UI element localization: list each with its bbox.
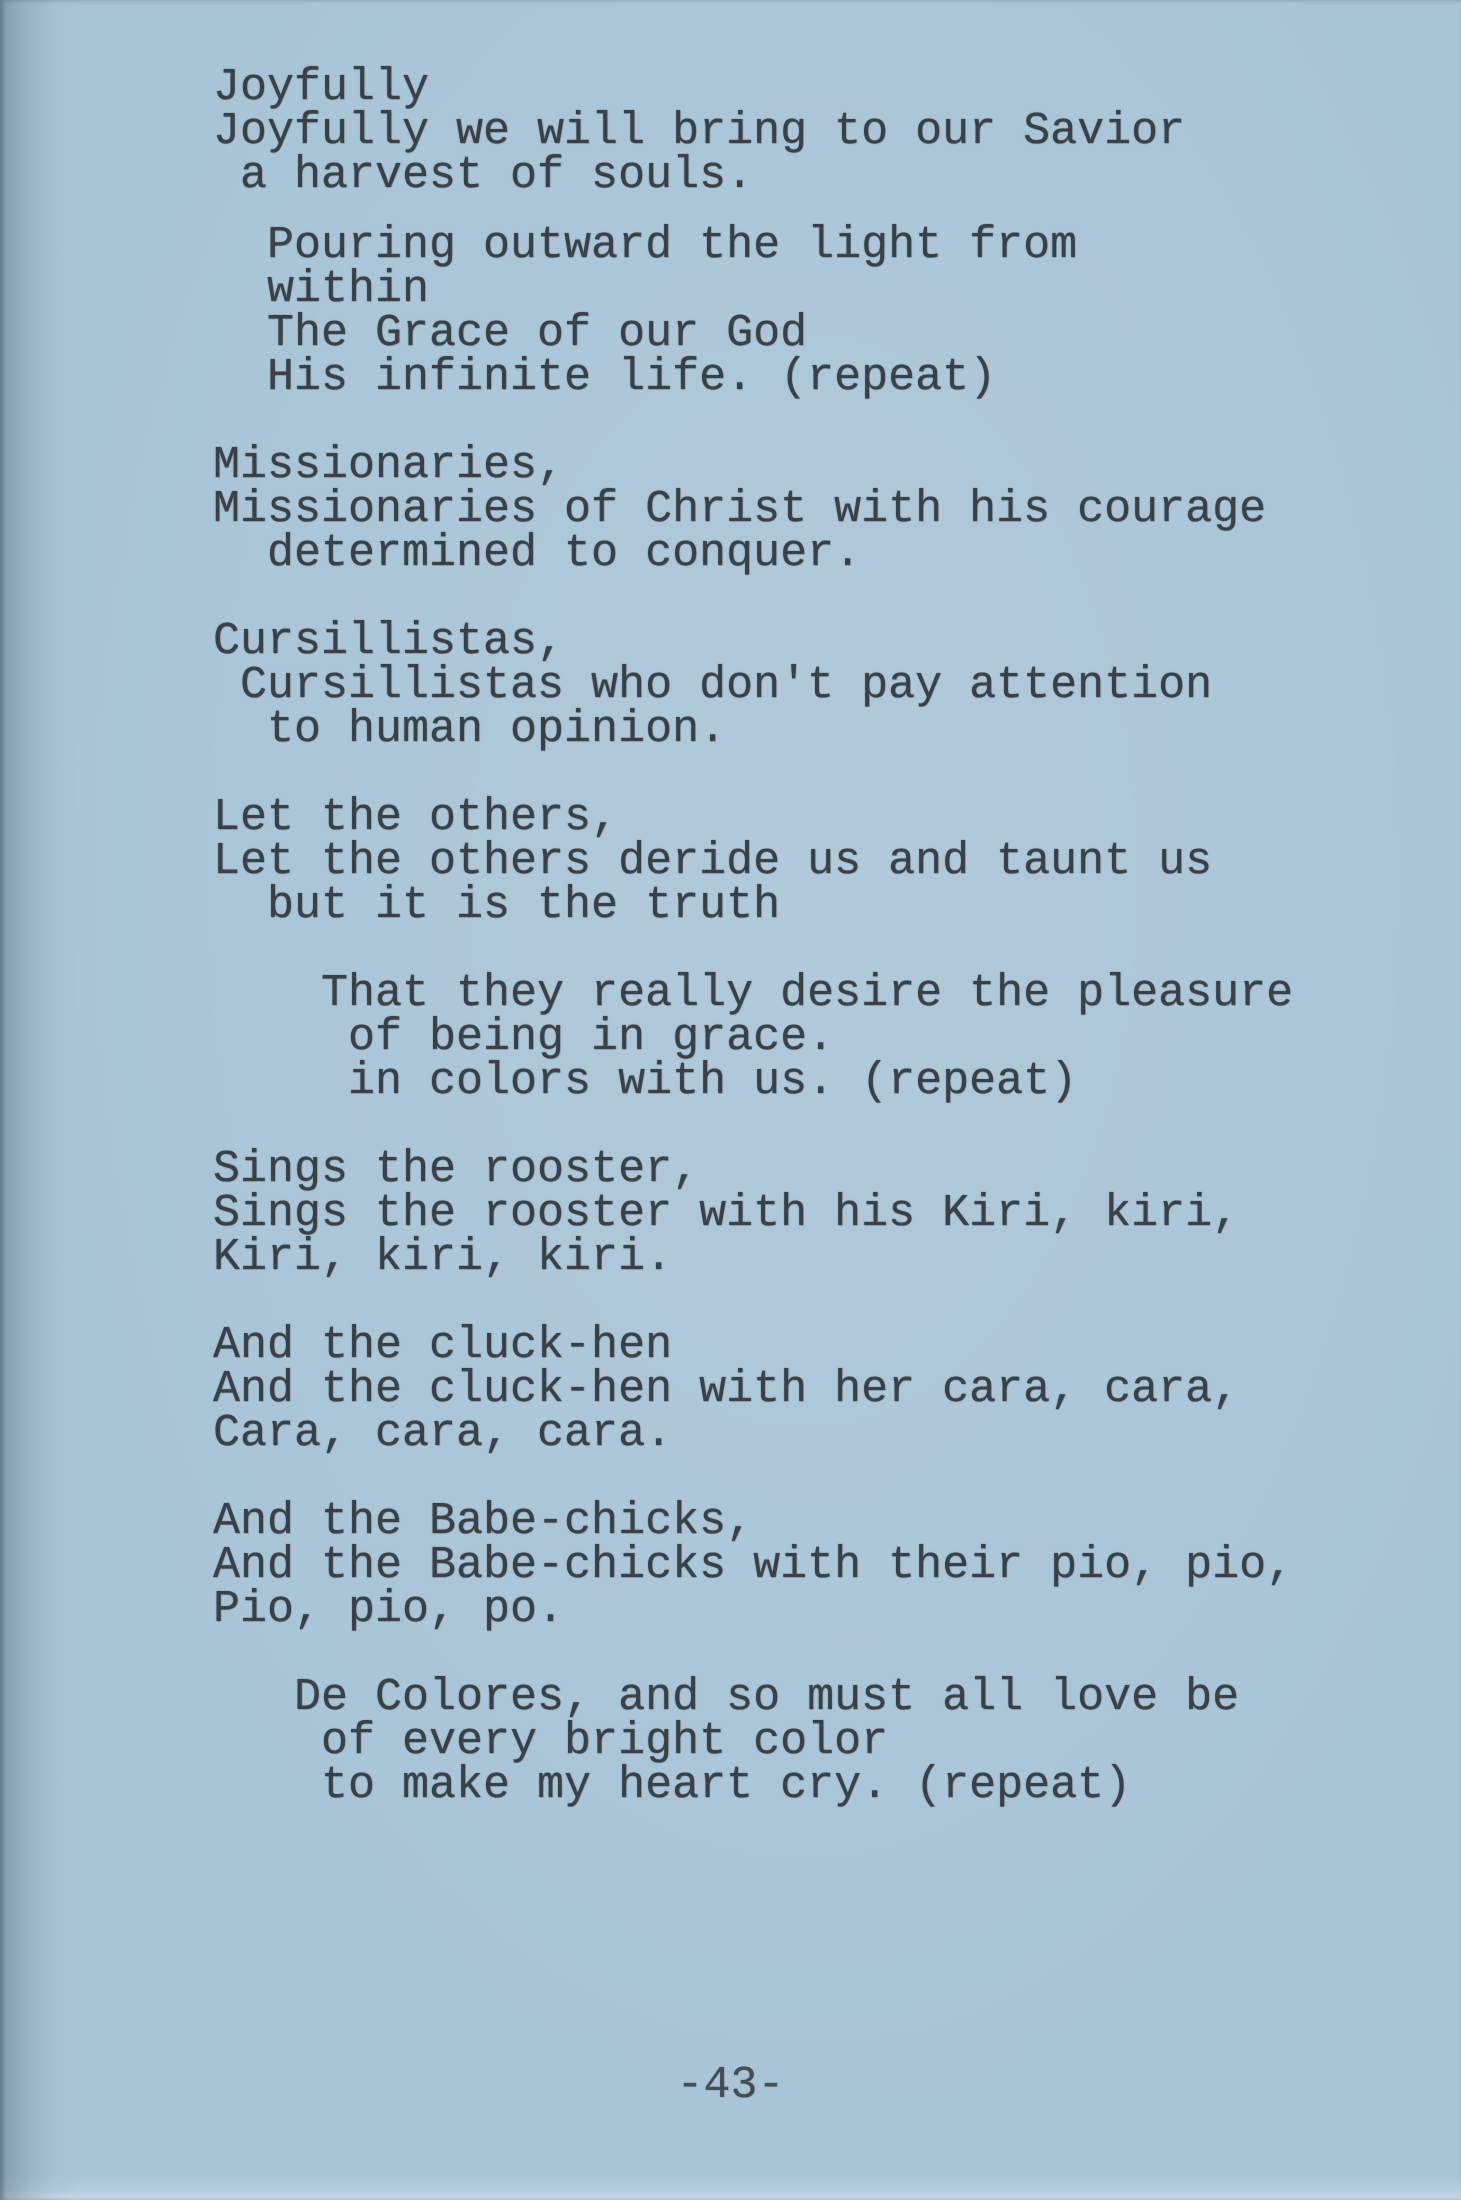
lyric-line: That they really desire the pleasure	[213, 968, 1294, 1019]
lyric-line: Kiri, kiri, kiri.	[213, 1232, 673, 1283]
lyric-line: to make my heart cry. (repeat)	[213, 1760, 1132, 1811]
lyric-line: And the cluck-hen	[213, 1320, 673, 1371]
lyric-line: De Colores, and so must all love be	[213, 1672, 1240, 1723]
lyric-line: Missionaries of Christ with his courage	[213, 484, 1267, 535]
stanza	[213, 616, 1293, 755]
lyric-line: Sings the rooster with his Kiri, kiri,	[213, 1188, 1240, 1239]
stanza	[213, 1672, 1293, 1811]
lyric-line: Cara, cara, cara.	[213, 1408, 673, 1459]
lyric-line: And the Babe-chicks with their pio, pio,	[213, 1540, 1294, 1591]
lyric-line: Cursillistas,	[213, 616, 565, 667]
page-number: -43-	[676, 2060, 785, 2111]
lyric-line: The Grace of our God	[213, 308, 808, 359]
lyric-line: a harvest of souls.	[213, 150, 754, 201]
lyric-line: And the Babe-chicks,	[213, 1496, 754, 1547]
lyric-line: Pouring outward the light from	[213, 220, 1078, 271]
lyric-line: determined to conquer.	[213, 528, 862, 579]
lyric-line: to human opinion.	[213, 704, 727, 755]
stanza	[213, 440, 1293, 579]
lyric-line: Let the others deride us and taunt us	[213, 836, 1213, 887]
stanza	[213, 968, 1294, 1107]
lyric-line: Missionaries,	[213, 440, 565, 491]
lyric-line: within	[213, 264, 430, 315]
lyric-line: Cursillistas who don't pay attention	[213, 660, 1213, 711]
lyric-line: And the cluck-hen with her cara, cara,	[213, 1364, 1240, 1415]
lyric-line: but it is the truth	[213, 880, 781, 931]
stanza	[213, 792, 1293, 931]
lyric-line: Let the others,	[213, 792, 619, 843]
lyric-line: of every bright color	[213, 1716, 889, 1767]
lyrics	[213, 62, 1294, 1852]
lyric-line: Joyfully	[213, 62, 430, 113]
lyric-line: of being in grace.	[213, 1012, 835, 1063]
stanza	[213, 62, 1293, 201]
lyric-line: Joyfully we will bring to our Savior	[213, 106, 1186, 157]
lyric-line: Sings the rooster,	[213, 1144, 700, 1195]
lyric-line: Pio, pio, po.	[213, 1584, 565, 1635]
lyric-line: His infinite life. (repeat)	[213, 352, 997, 403]
stanza	[213, 1144, 1293, 1283]
stanza	[213, 1320, 1293, 1459]
stanza	[213, 220, 1293, 403]
stanza	[213, 1496, 1294, 1635]
lyric-line: in colors with us. (repeat)	[213, 1056, 1078, 1107]
